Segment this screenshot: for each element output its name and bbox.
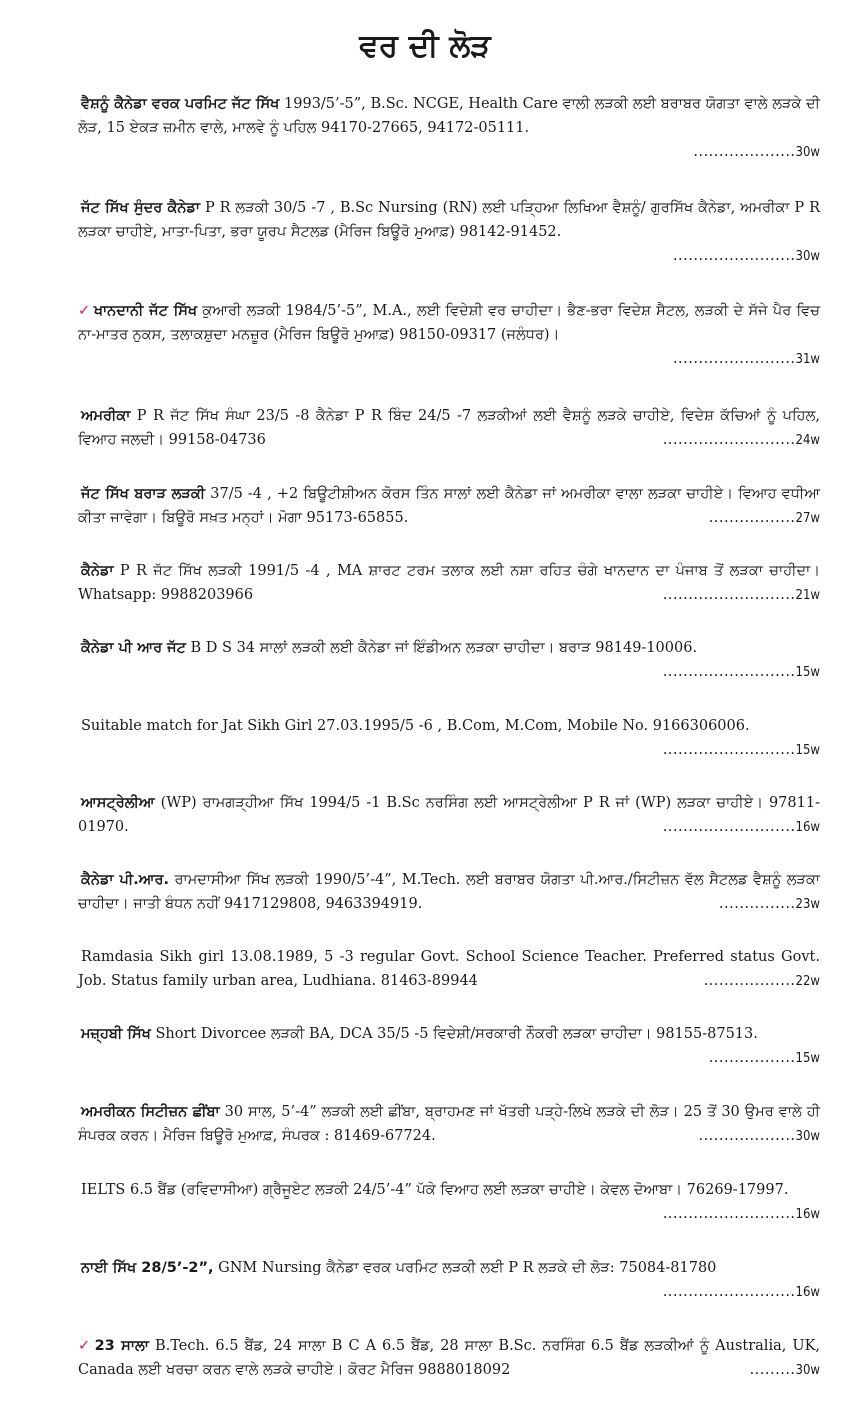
classified-ad [78, 714, 820, 763]
ad-code: ..........................21w [662, 587, 820, 603]
classified-ad [78, 1022, 820, 1071]
ad-text: B.Tech. 6.5 ਬੈਂਡ, 24 ਸਾਲਾ B C A 6.5 ਬੈਂਡ, 28 ਸਾਲਾ B.Sc. ਨਰਸਿੰਗ 6.5 ਬੈਂਡ ਲੜਕੀਆਂ ਨੂੰ Australia, UK, Canada ਲਈ ਖਰਚਾ ਕਰਨ ਵਾਲੇ ਲੜਕੇ ਚਾਹੀਏ। ਕੋਰਟ ਮੈਰਿਜ 9888018092 [78, 1338, 821, 1378]
ad-heading: ਅਮਰੀਕਨ ਸਿਟੀਜ਼ਨ ਛੀਂਬਾ [81, 1104, 220, 1120]
ad-text: Suitable match for Jat Sikh Girl 27.03.1995/5 -6 , B.Com, M.Com, Mobile No. 9166306006. [81, 718, 750, 734]
ad-text: 37/5 -4 , +2 ਬਿਊਟੀਸ਼ੀਅਨ ਕੋਰਸ ਤਿੰਨ ਸਾਲਾਂ ਲਈ ਕੈਨੇਡਾ ਜਾਂ ਅਮਰੀਕਾ ਵਾਲਾ ਲੜਕਾ ਚਾਹੀਏ। ਵਿਆਹ ਵਧੀਆ ਕੀਤਾ ਜਾਵੇਗਾ। ਬਿਊਰੋ ਸਖ਼ਤ ਮਨ੍ਹਾਂ। ਮੋਗਾ 95173-65855. [78, 486, 820, 526]
ad-text: (WP) ਰਾਮਗੜ੍ਹੀਆ ਸਿੱਖ 1994/5 -1 B.Sc ਨਰਸਿੰਗ ਲਈ ਆਸਟ੍ਰੇਲੀਆ P R ਜਾਂ (WP) ਲੜਕਾ ਚਾਹੀਏ। 97811-01970. [78, 795, 820, 835]
ad-code: ..........................15w [662, 664, 820, 680]
ad-heading: ਨਾਈ ਸਿੱਖ 28/5’-2”, [81, 1260, 214, 1276]
ad-text: IELTS 6.5 ਬੈਂਡ (ਰਵਿਦਾਸੀਆ) ਗ੍ਰੈਜੂਏਟ ਲੜਕੀ 24/5’-4” ਪੱਕੇ ਵਿਆਹ ਲਈ ਲੜਕਾ ਚਾਹੀਏ। ਕੇਵਲ ਦੋਆਬਾ। 76269-17997. [81, 1182, 789, 1198]
classified-ad [78, 1178, 820, 1227]
ad-code: ...................30w [698, 1128, 820, 1144]
classified-ad [78, 404, 820, 453]
ad-heading: ਕੈਨੇਡਾ ਪੀ.ਆਰ. [81, 872, 170, 888]
ad-code: ........................30w [672, 248, 820, 264]
classified-ad [78, 482, 820, 531]
ad-text: Ramdasia Sikh girl 13.08.1989, 5 -3 regular Govt. School Science Teacher. Preferred status Govt. Job. Status family urban area, Ludhiana. 81463-89944 [78, 949, 820, 989]
ad-code: ........................31w [672, 351, 820, 367]
ad-heading: ਮਜ਼੍ਹਬੀ ਸਿੱਖ [81, 1026, 151, 1042]
classified-ad [78, 559, 820, 608]
ad-code: ..........................16w [662, 1284, 820, 1300]
ad-code: ..........................15w [662, 742, 820, 758]
ad-text: ਰਾਮਦਾਸੀਆ ਸਿੱਖ ਲੜਕੀ 1990/5’-4”, M.Tech. ਲਈ ਬਰਾਬਰ ਯੋਗਤਾ ਪੀ.ਆਰ./ਸਿਟੀਜ਼ਨ ਵੱਲ ਸੈਟਲਡ ਵੈਸ਼ਨੂੰ ਲੜਕਾ ਚਾਹੀਦਾ। ਜਾਤੀ ਬੰਧਨ ਨਹੀਂ 9417129808, 9463394919. [78, 872, 820, 912]
classified-ad [78, 868, 820, 917]
ad-heading: ਜੱਟ ਸਿੱਖ ਬਰਾੜ ਲੜਕੀ [81, 486, 206, 502]
classified-ad [78, 196, 820, 269]
ad-code: ..................22w [703, 973, 820, 989]
ad-text: 1993/5’-5”, B.Sc. NCGE, Health Care ਵਾਲੀ ਲੜਕੀ ਲਈ ਬਰਾਬਰ ਯੋਗਤਾ ਵਾਲੇ ਲੜਕੇ ਦੀ ਲੋੜ, 15 ਏਕੜ ਜ਼ਮੀਨ ਵਾਲੇ, ਮਾਲਵੇ ਨੂੰ ਪਹਿਲ 94170-27665, 94172-05111. [78, 96, 820, 136]
classified-ad [78, 1100, 820, 1149]
ad-heading: ਕੈਨੇਡਾ ਪੀ ਆਰ ਜੱਟ [81, 640, 186, 656]
classified-ad [78, 636, 820, 685]
ad-code: .................27w [708, 510, 820, 526]
ad-text: 30 ਸਾਲ, 5’-4” ਲੜਕੀ ਲਈ ਛੀਂਬਾ, ਬ੍ਰਾਹਮਣ ਜਾਂ ਖੱਤਰੀ ਪੜ੍ਹੇ-ਲਿਖੇ ਲੜਕੇ ਦੀ ਲੋੜ। 25 ਤੋਂ 30 ਉਮਰ ਵਾਲੇ ਹੀ ਸੰਪਰਕ ਕਰਨ। ਮੈਰਿਜ ਬਿਊਰੋ ਮੁਆਫ਼, ਸੰਪਰਕ : 81469-67724. [78, 1104, 820, 1144]
ad-heading: 23 ਸਾਲਾ [94, 1338, 149, 1354]
ad-code: .........30w [749, 1362, 820, 1378]
ad-code: ...............23w [718, 896, 820, 912]
ad-code: ..........................24w [662, 432, 820, 448]
ad-text: ਕੁਆਰੀ ਲੜਕੀ 1984/5’-5”, M.A., ਲਈ ਵਿਦੇਸ਼ੀ ਵਰ ਚਾਹੀਦਾ। ਭੈਣ-ਭਰਾ ਵਿਦੇਸ਼ ਸੈਟਲ, ਲੜਕੀ ਦੇ ਸੱਜੇ ਪੈਰ ਵਿਚ ਨਾ-ਮਾਤਰ ਨੁਕਸ, ਤਲਾਕਸ਼ੁਦਾ ਮਨਜ਼ੂਰ (ਮੈਰਿਜ ਬਿਊਰੋ ਮੁਆਫ਼) 98150-09317 (ਜਲੰਧਰ)। [78, 303, 820, 343]
ad-heading: ਆਸਟ੍ਰੇਲੀਆ [81, 795, 155, 811]
ad-code: .................15w [708, 1050, 820, 1066]
classified-ad [78, 791, 820, 840]
ad-text: B D S 34 ਸਾਲਾਂ ਲੜਕੀ ਲਈ ਕੈਨੇਡਾ ਜਾਂ ਇੰਡੀਅਨ ਲੜਕਾ ਚਾਹੀਦਾ। ਬਰਾੜ 98149-10006. [185, 640, 698, 656]
ad-code: ..........................16w [662, 819, 820, 835]
page-title: ਵਰ ਦੀ ਲੋੜ [359, 28, 491, 64]
ad-text: P R ਜੱਟ ਸਿੱਖ ਸੰਘਾ 23/5 -8 ਕੈਨੇਡਾ P R ਬਿੰਦ 24/5 -7 ਲੜਕੀਆਂ ਲਈ ਵੈਸ਼ਨੂੰ ਲੜਕੇ ਚਾਹੀਏ, ਵਿਦੇਸ਼ ਕੱਚਿਆਂ ਨੂੰ ਪਹਿਲ, ਵਿਆਹ ਜਲਦੀ। 99158-04736 [78, 408, 820, 448]
check-mark-icon: ✓ [78, 1338, 92, 1354]
ad-heading: ਖਾਨਦਾਨੀ ਜੱਟ ਸਿੱਖ [93, 303, 198, 319]
ad-text: Short Divorcee ਲੜਕੀ BA, DCA 35/5 -5 ਵਿਦੇਸ਼ੀ/ਸਰਕਾਰੀ ਨੌਕਰੀ ਲੜਕਾ ਚਾਹੀਦਾ। 98155-87513. [150, 1026, 758, 1042]
ad-code: ....................30w [693, 144, 820, 160]
classified-ad [78, 92, 820, 165]
ad-heading: ਵੈਸ਼ਨੂੰ ਕੈਨੇਡਾ ਵਰਕ ਪਰਮਿਟ ਜੱਟ ਸਿੱਖ [81, 96, 280, 112]
classified-ad [78, 1256, 820, 1305]
classified-ad [78, 945, 820, 994]
ad-code: ..........................16w [662, 1206, 820, 1222]
ad-text: P R ਲੜਕੀ 30/5 -7 , B.Sc Nursing (RN) ਲਈ ਪੜ੍ਹਿਆ ਲਿਖਿਆ ਵੈਸ਼ਨੂੰ/ ਗੁਰਸਿੱਖ ਕੈਨੇਡਾ, ਅਮਰੀਕਾ P R ਲੜਕਾ ਚਾਹੀਏ, ਮਾਤਾ-ਪਿਤਾ, ਭਰਾ ਯੂਰਪ ਸੈਟਲਡ (ਮੈਰਿਜ ਬਿਊਰੋ ਮੁਆਫ਼) 98142-91452. [78, 200, 820, 240]
ad-heading: ਕੈਨੇਡਾ [81, 563, 114, 579]
classified-ad [78, 299, 820, 372]
ad-heading: ਜੱਟ ਸਿੱਖ ਸੁੰਦਰ ਕੈਨੇਡਾ [81, 200, 201, 216]
ad-text: P R ਜੱਟ ਸਿੱਖ ਲੜਕੀ 1991/5 -4 , MA ਸ਼ਾਰਟ ਟਰਮ ਤਲਾਕ ਲਈ ਨਸ਼ਾ ਰਹਿਤ ਚੰਗੇ ਖਾਨਦਾਨ ਦਾ ਪੰਜਾਬ ਤੋਂ ਲੜਕਾ ਚਾਹੀਦਾ। Whatsapp: 9988203966 [78, 563, 820, 603]
check-mark-icon: ✓ [78, 303, 91, 319]
ad-text: GNM Nursing ਕੈਨੇਡਾ ਵਰਕ ਪਰਮਿਟ ਲੜਕੀ ਲਈ P R ਲੜਕੇ ਦੀ ਲੋੜ: 75084-81780 [213, 1260, 717, 1276]
ad-heading: ਅਮਰੀਕਾ [81, 408, 131, 424]
classified-ad [78, 1334, 820, 1383]
